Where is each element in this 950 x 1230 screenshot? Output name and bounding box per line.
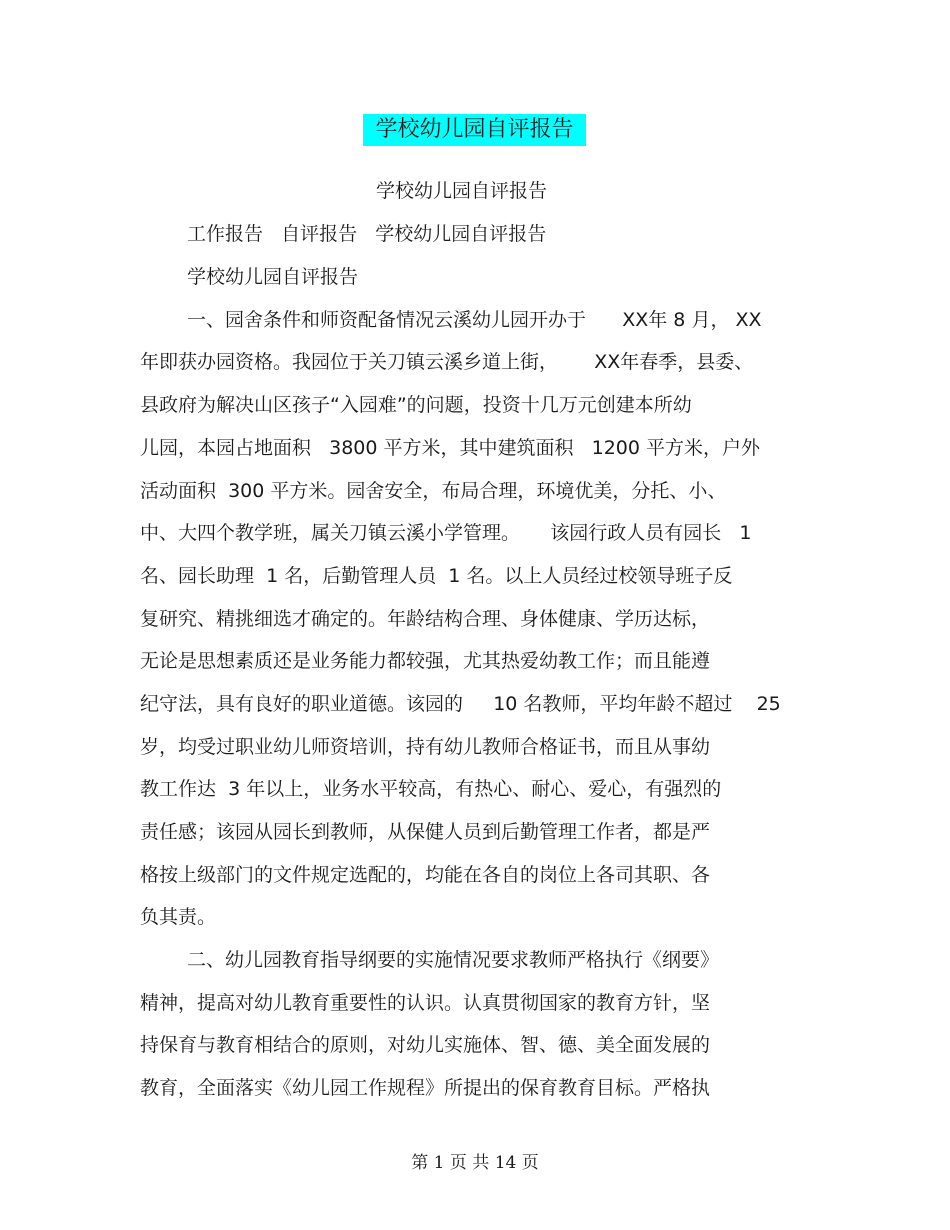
body-line: 教工作达 3 年以上，业务水平较高，有热心、耐心、爱心，有强烈的 <box>140 778 722 800</box>
body-line: 县政府为解决山区孩子“入园难”的问题，投资十几万元创建本所幼 <box>140 394 692 416</box>
body-line: 二、幼儿园教育指导纲要的实施情况要求教师严格执行《纲要》 <box>187 949 720 971</box>
document-subtitle: 学校幼儿园自评报告 <box>376 180 548 202</box>
body-line: 儿园，本园占地面积 3800 平方米，其中建筑面积 1200 平方米，户外 <box>140 437 761 459</box>
body-line: 精神，提高对幼儿教育重要性的认识。认真贯彻国家的教育方针，坚 <box>140 992 711 1014</box>
section-heading: 学校幼儿园自评报告 <box>187 266 359 288</box>
tags-line: 工作报告 自评报告 学校幼儿园自评报告 <box>187 223 547 245</box>
page-footer: 第 1 页 共 14 页 <box>411 1153 539 1173</box>
body-line: 名、园长助理 1 名，后勤管理人员 1 名。以上人员经过校领导班子反 <box>140 565 733 587</box>
body-line: 纪守法，具有良好的职业道德。该园的 10 名教师，平均年龄不超过 25 <box>140 693 781 715</box>
body-line: 一、园舍条件和师资配备情况云溪幼儿园开办于 XX年 8 月， XX <box>187 309 762 331</box>
body-line: 年即获办园资格。我园位于关刀镇云溪乡道上街， XX年春季，县委、 <box>140 351 754 373</box>
body-line: 负其责。 <box>140 906 217 928</box>
body-line: 活动面积 300 平方米。园舍安全，布局合理，环境优美，分托、小、 <box>140 480 727 502</box>
body-line: 责任感；该园从园长到教师，从保健人员到后勤管理工作者，都是严 <box>140 821 711 843</box>
document-title: 学校幼儿园自评报告 <box>363 114 586 146</box>
body-line: 岁，均受过职业幼儿师资培训，持有幼儿教师合格证书，而且从事幼 <box>140 736 711 758</box>
body-line: 复研究、精挑细选才确定的。年龄结构合理、身体健康、学历达标， <box>140 608 711 630</box>
body-line: 格按上级部门的文件规定选配的，均能在各自的岗位上各司其职、各 <box>140 864 711 886</box>
body-line: 中、大四个教学班，属关刀镇云溪小学管理。 该园行政人员有园长 1 <box>140 522 752 544</box>
body-line: 教育，全面落实《幼儿园工作规程》所提出的保育教育目标。严格执 <box>140 1077 711 1099</box>
body-line: 无论是思想素质还是业务能力都较强，尤其热爱幼教工作；而且能遵 <box>140 650 711 672</box>
body-line: 持保育与教育相结合的原则，对幼儿实施体、智、德、美全面发展的 <box>140 1034 711 1056</box>
